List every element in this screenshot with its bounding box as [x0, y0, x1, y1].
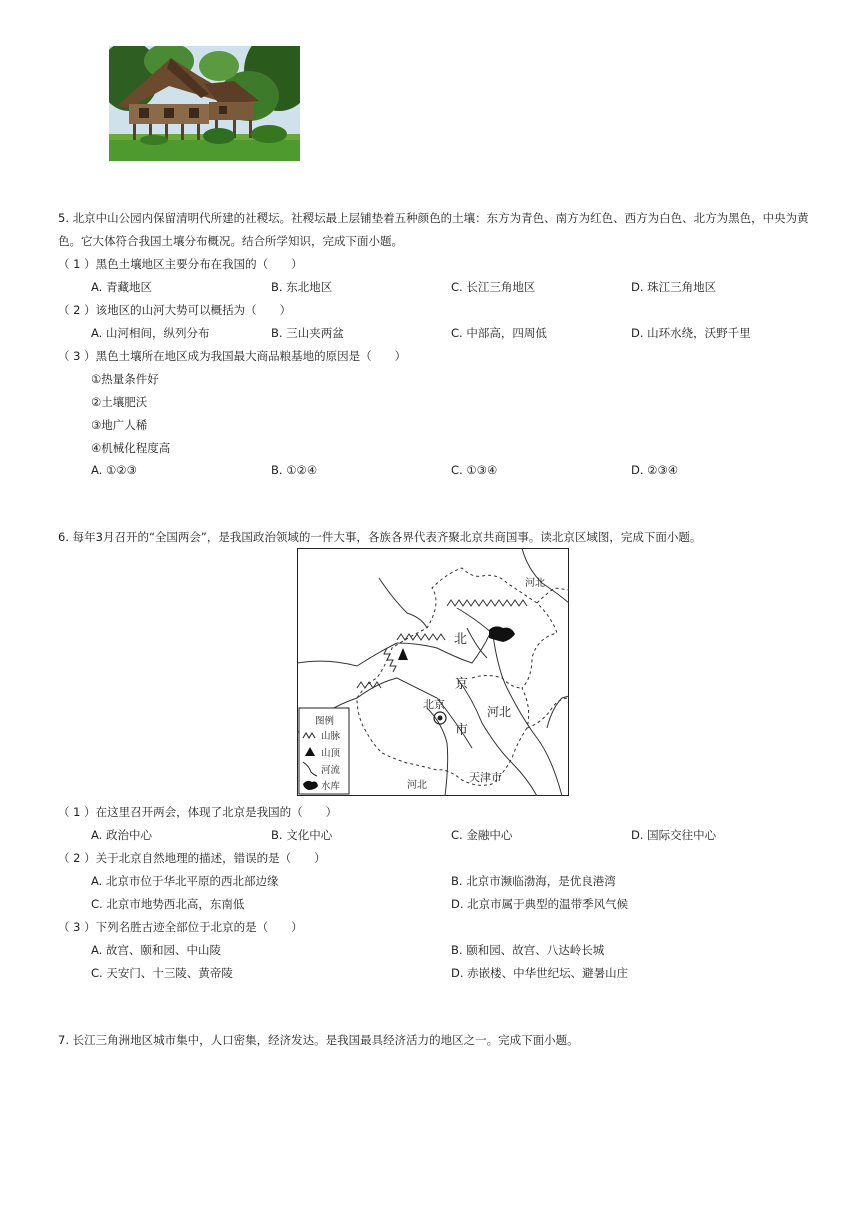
- map-label-beijing-city: 北京: [423, 698, 445, 711]
- q6-sub3-option-c[interactable]: C. 天安门、十三陵、黄帝陵: [91, 966, 233, 980]
- map-label-hebei-e: 河北: [487, 705, 512, 719]
- q5-stem-line2: 色。它大体符合我国土壤分布概况。结合所学知识，完成下面小题。: [58, 234, 403, 248]
- q6-sub1-option-b[interactable]: B. 文化中心: [271, 828, 333, 842]
- q5-sub2-option-d[interactable]: D. 山环水绕，沃野千里: [631, 326, 751, 340]
- q5-sub3-statement-3: ③地广人稀: [91, 418, 148, 432]
- q5-sub3-option-a[interactable]: A. ①②③: [91, 463, 137, 477]
- q5-sub1-question: （ 1 ）黑色土壤地区主要分布在我国的（ ）: [58, 257, 303, 271]
- map-label-tianjin: 天津市: [469, 771, 502, 784]
- map-label-jing: 京: [455, 677, 469, 692]
- q6-sub2-option-c[interactable]: C. 北京市地势西北高，东南低: [91, 897, 245, 911]
- q6-sub3-question: （ 3 ）下列名胜古迹全部位于北京的是（ ）: [58, 920, 303, 934]
- q6-sub2-option-d[interactable]: D. 北京市属于典型的温带季风气候: [451, 897, 629, 911]
- map-label-bei: 北: [454, 632, 468, 647]
- map-label-hebei-ne: 河北: [525, 578, 545, 589]
- q6-stem: 6. 每年3月召开的“全国两会”，是我国政治领域的一件大事，各族各界代表齐聚北京共商国事。读北京区域图，完成下面小题。: [58, 530, 702, 544]
- legend-river: 河流: [321, 765, 341, 776]
- q5-sub2-option-c[interactable]: C. 中部高，四周低: [451, 326, 547, 340]
- stilt-house-photo: [109, 46, 300, 161]
- legend-mountain: 山脉: [321, 731, 341, 742]
- q5-sub3-option-d[interactable]: D. ②③④: [631, 463, 679, 477]
- q5-sub3-option-b[interactable]: B. ①②④: [271, 463, 318, 477]
- q5-sub3-statement-4: ④机械化程度高: [91, 441, 171, 455]
- legend-reservoir: 水库: [321, 781, 341, 792]
- q5-sub2-option-a[interactable]: A. 山河相间，纵列分布: [91, 326, 210, 340]
- map-label-shi: 市: [455, 723, 469, 738]
- legend-peak: 山顶: [321, 748, 341, 759]
- q6-sub1-question: （ 1 ）在这里召开两会，体现了北京是我国的（ ）: [58, 805, 338, 819]
- q5-sub1-option-d[interactable]: D. 珠江三角地区: [631, 280, 717, 294]
- q5-sub2-option-b[interactable]: B. 三山夹两盆: [271, 326, 344, 340]
- q6-sub3-option-d[interactable]: D. 赤嵌楼、中华世纪坛、避暑山庄: [451, 966, 629, 980]
- q5-sub3-option-c[interactable]: C. ①③④: [451, 463, 498, 477]
- legend-title: 图例: [315, 716, 335, 727]
- q5-stem-line1: 5. 北京中山公园内保留清明代所建的社稷坛。社稷坛最上层铺垫着五种颜色的土壤：东方为青色、南方为红色、西方为白色、北方为黑色，中央为黄: [58, 211, 809, 225]
- q5-sub2-question: （ 2 ）该地区的山河大势可以概括为（ ）: [58, 303, 292, 317]
- q6-sub2-option-a[interactable]: A. 北京市位于华北平原的西北部边缘: [91, 874, 279, 888]
- map-label-hebei-s: 河北: [407, 780, 427, 791]
- q5-sub1-option-b[interactable]: B. 东北地区: [271, 280, 333, 294]
- q5-sub1-option-c[interactable]: C. 长江三角地区: [451, 280, 536, 294]
- q6-sub2-option-b[interactable]: B. 北京市濒临渤海，是优良港湾: [451, 874, 616, 888]
- q7-stem: 7. 长江三角洲地区城市集中，人口密集，经济发达。是我国最具经济活力的地区之一。完成下面小题。: [58, 1033, 579, 1047]
- q6-sub3-option-a[interactable]: A. 故宫、颐和园、中山陵: [91, 943, 221, 957]
- q5-sub3-statement-1: ①热量条件好: [91, 372, 159, 386]
- beijing-region-map: [297, 548, 569, 796]
- q5-sub3-statement-2: ②土壤肥沃: [91, 395, 148, 409]
- q6-sub3-option-b[interactable]: B. 颐和园、故宫、八达岭长城: [451, 943, 605, 957]
- q6-sub1-option-d[interactable]: D. 国际交往中心: [631, 828, 717, 842]
- q6-sub2-question: （ 2 ）关于北京自然地理的描述，错误的是（ ）: [58, 851, 326, 865]
- q5-sub3-question: （ 3 ）黑色土壤所在地区成为我国最大商品粮基地的原因是（ ）: [58, 349, 407, 363]
- q5-sub1-option-a[interactable]: A. 青藏地区: [91, 280, 152, 294]
- q6-sub1-option-c[interactable]: C. 金融中心: [451, 828, 513, 842]
- q6-sub1-option-a[interactable]: A. 政治中心: [91, 828, 152, 842]
